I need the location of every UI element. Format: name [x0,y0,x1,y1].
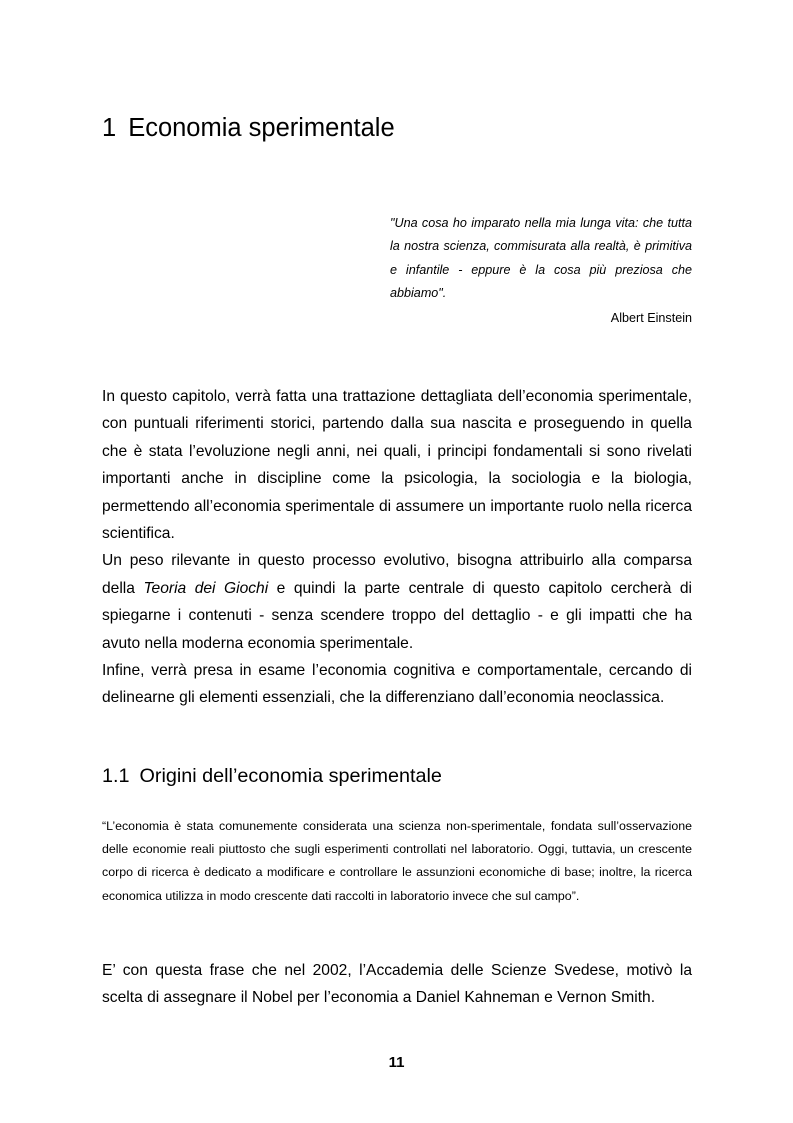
intro-paragraph-1: In questo capitolo, verrà fatta una trattazione dettagliata dell’economia sperimentale, con puntuali riferimenti storici, partendo dalla sua nascita e proseguendo in quella che è stata l’evoluzione negli anni, nei quali, i principi fondamentali si sono rivelati importanti anche in discipline come la psicologia, la sociologia e la biologia, permettendo all’economia sperimentale di assumere un importante ruolo nella ricerca scientifica. [102,388,692,543]
section-title-text: Origini dell’economia sperimentale [139,765,442,787]
epigraph-quote: "Una cosa ho imparato nella mia lunga vita: che tutta la nostra scienza, commisurata alla realtà, è primitiva e infantile - eppure è la cosa più preziosa che abbiamo". [390,216,692,301]
epigraph-author: Albert Einstein [610,310,692,325]
section-quote [102,815,692,908]
intro-paragraph-2 [102,547,692,657]
chapter-title-text: Economia sperimentale [128,114,395,142]
closing-paragraph: E’ con questa frase che nel 2002, l’Accademia delle Scienze Svedese, motivò la scelta di assegnare il Nobel per l’economia a Daniel Kahneman e Vernon Smith. [102,962,692,1007]
intro-section [102,383,692,712]
closing-section [102,957,692,1012]
section-title [102,761,442,791]
page-number: 11 [388,1054,405,1071]
chapter-title [102,110,395,146]
intro-paragraph-2-italic: Teoria dei Giochi [143,579,269,597]
chapter-number: 1 [102,114,117,142]
section-quote-text: “L’economia è stata comunemente considerata una scienza non-sperimentale, fondata sull’osservazione delle economie reali piuttosto che sugli esperimenti controllati nel laboratorio. Oggi, tuttavia, un crescente corpo di ricerca è dedicato a modificare e controllare le assunzioni economiche di base; inoltre, la ricerca economica utilizza in modo crescente dati raccolti in laboratorio invece che sul campo”. [102,819,692,903]
intro-paragraph-2-end: e quindi la parte centrale di questo capitolo cercherà di spiegarne i contenuti - senza scendere troppo del dettaglio - e gli impatti che ha avuto nella moderna economia sperimentale. [102,579,692,652]
intro-paragraph-2-start: Un peso rilevante in questo processo evolutivo, bisogna attribuirlo alla comparsa della [102,552,692,597]
section-number: 1.1 [102,765,130,787]
intro-paragraph-3: Infine, verrà presa in esame l’economia cognitiva e comportamentale, cercando di delinearne gli elementi essenziali, che la differenziano dall’economia neoclassica. [102,662,692,707]
epigraph [390,212,692,328]
